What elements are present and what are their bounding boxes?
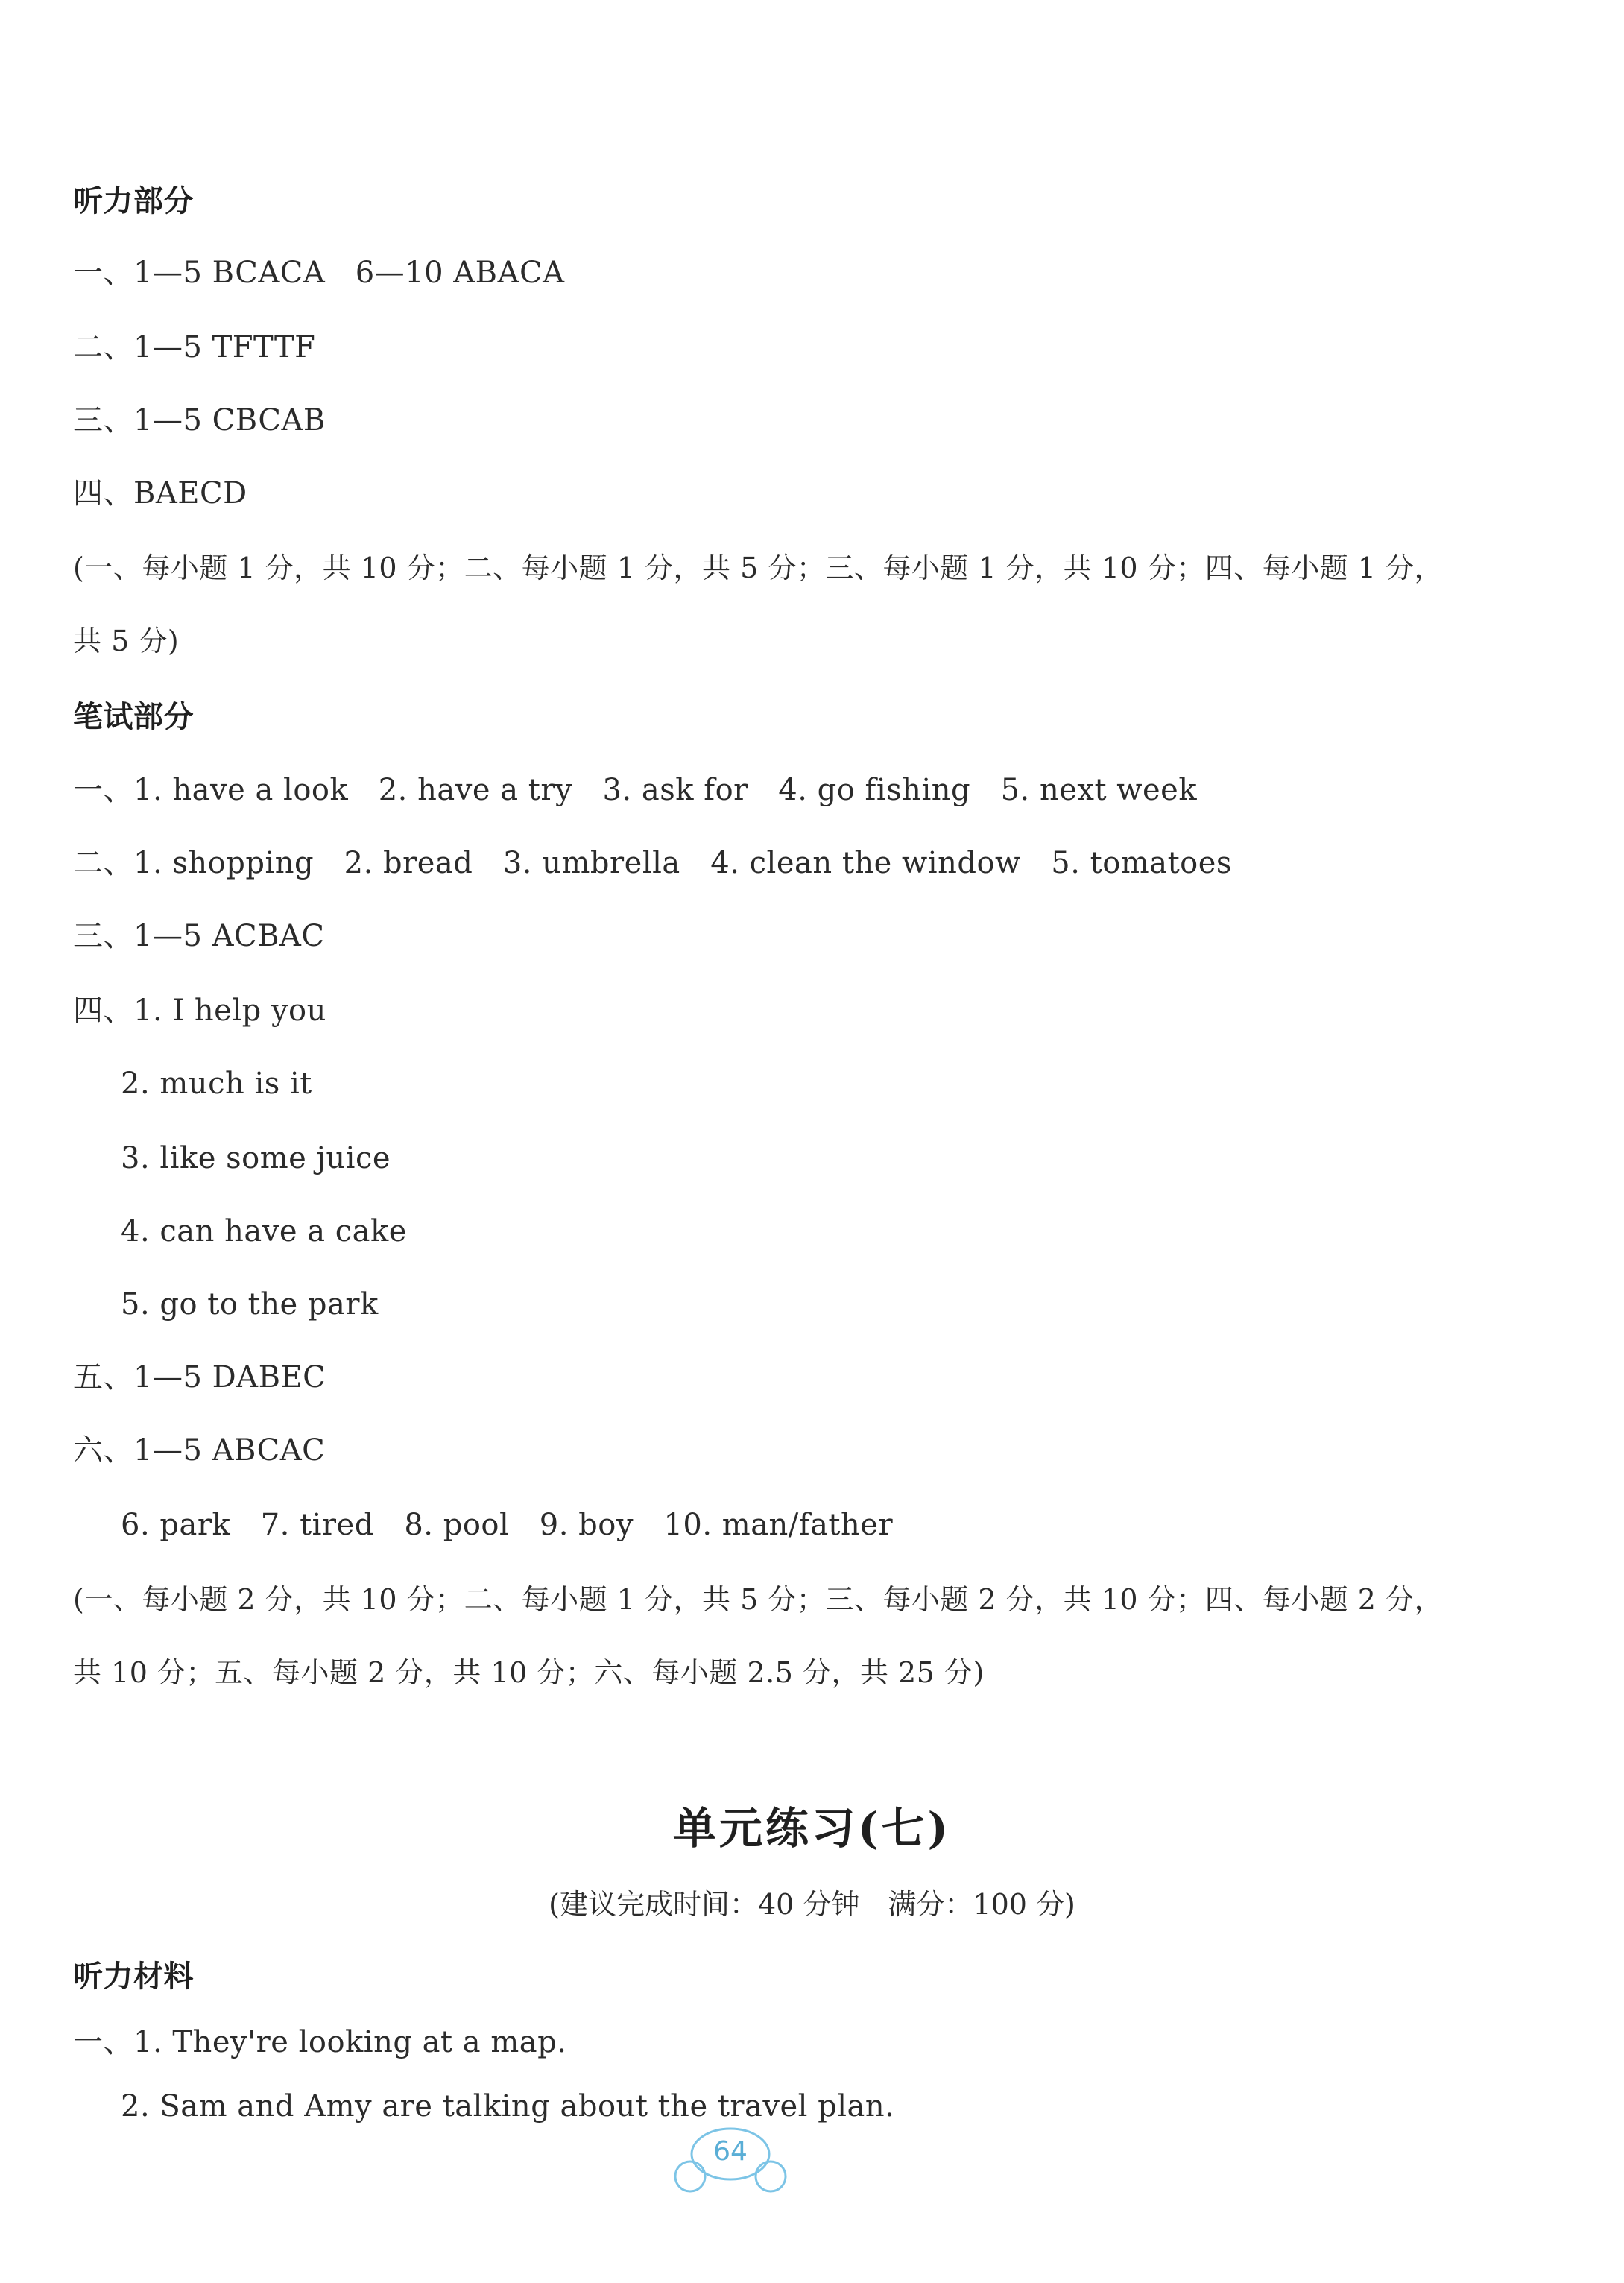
materials-line-1: 一、1. They're looking at a map. bbox=[73, 2025, 567, 2059]
written-answer-6: 六、1—5 ABCAC bbox=[73, 1433, 326, 1468]
written-answer-4: 四、1. I help you bbox=[73, 994, 326, 1028]
written-answer-4-item-3: 3. like some juice bbox=[121, 1141, 391, 1175]
page-number: 64 bbox=[713, 2136, 748, 2167]
unit-subtitle: (建议完成时间：40 分钟 满分：100 分) bbox=[549, 1888, 1075, 1921]
listening-score-line-1: (一、每小题 1 分，共 10 分；二、每小题 1 分，共 5 分；三、每小题 1 分，共 10 分；四、每小题 1 分， bbox=[73, 552, 1444, 584]
written-heading: 笔试部分 bbox=[73, 700, 194, 734]
written-answer-6-items: 6. park 7. tired 8. pool 9. boy 10. man/father bbox=[121, 1508, 894, 1542]
listening-answer-4: 四、BAECD bbox=[73, 476, 247, 511]
written-score-line-1: (一、每小题 2 分，共 10 分；二、每小题 1 分，共 5 分；三、每小题 2 分，共 10 分；四、每小题 2 分， bbox=[73, 1583, 1444, 1616]
written-answer-4-item-5: 5. go to the park bbox=[121, 1287, 379, 1322]
listening-answer-2: 二、1—5 TFTTF bbox=[73, 330, 316, 364]
materials-heading: 听力材料 bbox=[73, 1960, 194, 1994]
listening-answer-1: 一、1—5 BCACA 6—10 ABACA bbox=[73, 256, 565, 290]
written-answer-4-item-4: 4. can have a cake bbox=[121, 1214, 407, 1248]
listening-score-line-2: 共 5 分) bbox=[73, 625, 180, 657]
listening-heading: 听力部分 bbox=[73, 184, 194, 218]
unit-title: 单元练习(七) bbox=[673, 1803, 951, 1854]
written-answer-2: 二、1. shopping 2. bread 3. umbrella 4. clean the window 5. tomatoes bbox=[73, 846, 1232, 880]
materials-line-2: 2. Sam and Amy are talking about the travel plan. bbox=[121, 2089, 895, 2123]
written-answer-4-item-2: 2. much is it bbox=[121, 1067, 312, 1101]
written-answer-3: 三、1—5 ACBAC bbox=[73, 919, 325, 953]
listening-answer-3: 三、1—5 CBCAB bbox=[73, 403, 326, 438]
written-score-line-2: 共 10 分；五、每小题 2 分，共 10 分；六、每小题 2.5 分，共 25 分) bbox=[73, 1656, 985, 1689]
page-number-badge bbox=[663, 2123, 797, 2197]
written-answer-5: 五、1—5 DABEC bbox=[73, 1360, 326, 1395]
written-answer-1: 一、1. have a look 2. have a try 3. ask for 4. go fishing 5. next week bbox=[73, 773, 1198, 807]
